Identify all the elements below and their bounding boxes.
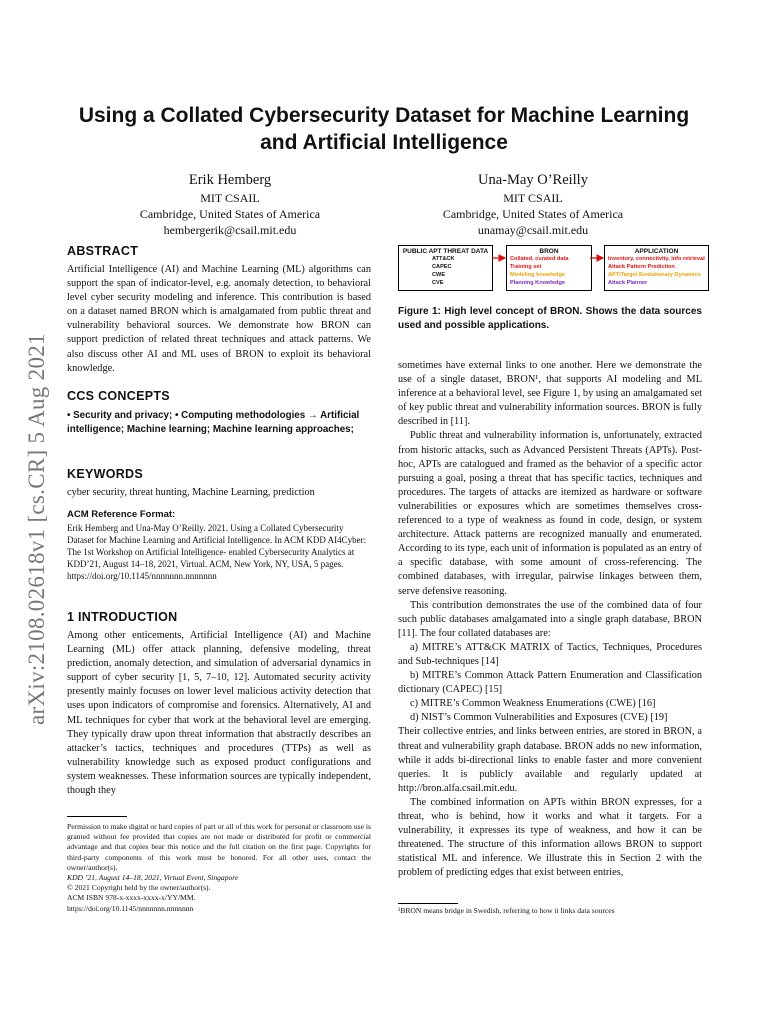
list-item: c) MITRE’s Common Weakness Enumerations (CWE) [16] [410, 698, 656, 710]
doi-text: https://doi.org/10.1145/nnnnnnn.nnnnnnn [67, 903, 194, 913]
figure-item: Planning Knowledge [510, 280, 566, 286]
isbn-text: ACM ISBN 978-x-xxxx-xxxx-x/YY/MM. [67, 893, 196, 903]
figure-item: Attack Planner [608, 280, 648, 286]
list-item: d) NIST’s Common Vulnerabilities and Exposures (CVE) [19] [410, 712, 668, 724]
list-item: a) MITRE’s ATT&CK MATRIX of Tactics, Techniques, Procedures and Sub-techniques [14] [398, 641, 702, 667]
figure-caption: Figure 1: High level concept of BRON. Shows the data sources used and possible applications. [398, 306, 702, 331]
right-footnote-rule [398, 903, 458, 904]
figure-item: Collated, curated data [510, 256, 569, 262]
figure-item: Modeling knowledge [510, 272, 566, 278]
author-email: unamay@csail.mit.edu [477, 223, 589, 237]
author-affiliation: MIT CSAIL [503, 191, 563, 205]
author-affiliation: MIT CSAIL [200, 191, 260, 205]
figure-box-heading: APPLICATION [634, 248, 679, 255]
author-location: Cambridge, United States of America [139, 207, 321, 221]
figure-box-public-data [398, 245, 493, 291]
title-line-1: Using a Collated Cybersecurity Dataset for Machine Learning [78, 104, 690, 127]
figure-item: ATT&CK [432, 256, 455, 262]
author-1 [130, 170, 330, 238]
paragraph: The combined information on APTs within BRON expresses, for a threat, who is behind, how it works and what it targets. For a vulnerability, it expresses its type of weakness, and how it can be threatened. The structure of this information allows BRON to support statistical ML and inference. We illustrate this in Section 2 with the problem of predicting edges that exist between entries, [398, 796, 702, 879]
figure-item: CVE [432, 280, 444, 286]
figure-item: APT/Target Evolutionary Dynamics [608, 272, 701, 278]
paper-title [60, 102, 708, 156]
author-name: Erik Hemberg [188, 172, 272, 188]
ccs-text: • Security and privacy; • Computing methodologies → Artificial intelligence; Machine learning; Machine learning approaches; [67, 410, 360, 435]
acm-reference-text: Erik Hemberg and Una-May O’Reilly. 2021. Using a Collated Cybersecurity Dataset for Machine Learning and Artificial Intelligence. In ACM KDD AI4Cyber: The 1st Workshop on Artificial Intelligence- enabled Cybersecurity Analytics at KDD’21, August 14–18, 2021, Virtual. ACM, New York, NY, USA, 5 pages. https://doi.org/10.1145/nnnnnnn.nnnnnnn [67, 523, 367, 581]
figure-box-heading: PUBLIC APT THREAT DATA [402, 248, 489, 255]
arxiv-stamp [22, 270, 50, 730]
acm-reference-heading: ACM Reference Format: [67, 509, 176, 520]
abstract-heading: ABSTRACT [67, 244, 139, 258]
right-column-text [398, 359, 702, 880]
figure-item: Attack Pattern Prediction [608, 264, 675, 270]
figure-item: CAPEC [432, 264, 452, 270]
author-location: Cambridge, United States of America [442, 207, 624, 221]
footnote-rule [67, 816, 127, 817]
figure-box-application [604, 245, 709, 291]
arxiv-stamp-text: arXiv:2108.02618v1 [cs.CR] 5 Aug 2021 [24, 333, 49, 725]
figure-item: CWE [432, 272, 446, 278]
keywords-text: cyber security, threat hunting, Machine Learning, prediction [67, 487, 315, 498]
figure-item: Training set [510, 264, 542, 270]
abstract-text: Artificial Intelligence (AI) and Machine Learning (ML) algorithms can support the span of indicator-level, e.g. anomaly detection, to behavioral level cyber security modeling and inference. This contribution is based on a dataset named BRON which is amalgamated from public threat and vulnerability behavioral sources. We demonstrate how BRON can support prediction of related threat techniques and attack patterns. We also discuss other AI and ML uses of BRON to exploit its behavioral knowledge. [67, 264, 371, 374]
figure-arrows [490, 245, 608, 289]
title-line-2: and Artificial Intelligence [260, 131, 508, 154]
paragraph: This contribution demonstrates the use of the combined data of four such public databases amalgamated into a single graph database, BRON [11]. The four collated databases are: [398, 599, 702, 639]
figure-box-heading: BRON [539, 248, 559, 255]
copyright-text: © 2021 Copyright held by the owner/author(s). [67, 883, 211, 893]
venue-text: KDD ’21, August 14–18, 2021, Virtual Event, Singapore [67, 873, 239, 883]
paragraph: Their collective entries, and links between entries, are stored in BRON, a threat and vulnerability graph database. BRON adds no new information, while it adds bi-directional links to enable faster and more convenient queries. It is publicly available and regularly updated at http://bron.alfa.csail.mit.edu. [398, 726, 702, 794]
paragraph: Public threat and vulnerability information is, unfortunately, extracted from historic attacks, such as Advanced Persistent Threats (APTs). Post-hoc, APTs are catalogued and framed as the behavior of a specific actor pursuing a goal, posing a threat that has specific tactics, techniques and procedures. The targets of attacks are itemized as hardware or software vulnerabilities or exposures which are sometimes themselves cross-referenced to a type of weakness as found in code, design, or system architecture. Attack patterns are recognized manually and enumerated. According to its type, each unit of information is populated as an entry of a specific database, with some amount of cross-referencing. The combined databases, with irregular, pairwise linkages between them, serve defensive reasoning. [398, 430, 702, 597]
permission-footer [67, 822, 371, 914]
permission-text: Permission to make digital or hard copies of part or all of this work for personal or classroom use is granted without fee provided that copies are not made or distributed for profit or commercial advantage and that copies bear this notice and the full citation on the first page. Copyrights for third-party components of this work must be honored. For all other uses, contact the owner/author(s). [67, 822, 371, 872]
figure-item: Inventory, connectivity, info retrieval [608, 256, 705, 262]
introduction-heading: 1 INTRODUCTION [67, 610, 178, 624]
paragraph: sometimes have external links to one another. Here we demonstrate the use of a single dataset, BRON¹, that supports AI modeling and ML inference at a behavioral level, see Figure 1, by using an amalgamated set of key public threat and vulnerability information sources. BRON is fully described in [11]. [398, 360, 702, 428]
introduction-text: Among other enticements, Artificial Intelligence (AI) and Machine Learning (ML) offer attack planning, defensive modeling, threat prediction, anomaly detection, and simulation of adversarial dynamics in support of cyber security [1, 5, 7–10, 12]. Automated security activity presently mainly focuses on lower level malicious activity detection that uses upon indicators of compromise and forensics. Alternatively, AI and ML techniques for cyber that work at the behavioral level are emerging. They typically draw upon threat information that abstractly describes an attacker’s tactics, techniques and procedures (TTPs) as well as vulnerability knowledge such as exposed product configurations and system weaknesses. These information sources are typically independent, though they [67, 630, 371, 797]
ccs-heading: CCS CONCEPTS [67, 389, 170, 403]
author-2 [433, 170, 633, 238]
author-email: hembergerik@csail.mit.edu [163, 223, 297, 237]
keywords-heading: KEYWORDS [67, 467, 144, 481]
author-name: Una-May O’Reilly [478, 172, 588, 188]
bron-footnote: ¹BRON means bridge in Swedish, referring to how it links data sources [398, 906, 615, 915]
list-item: b) MITRE’s Common Attack Pattern Enumeration and Classification dictionary (CAPEC) [15] [398, 670, 702, 696]
